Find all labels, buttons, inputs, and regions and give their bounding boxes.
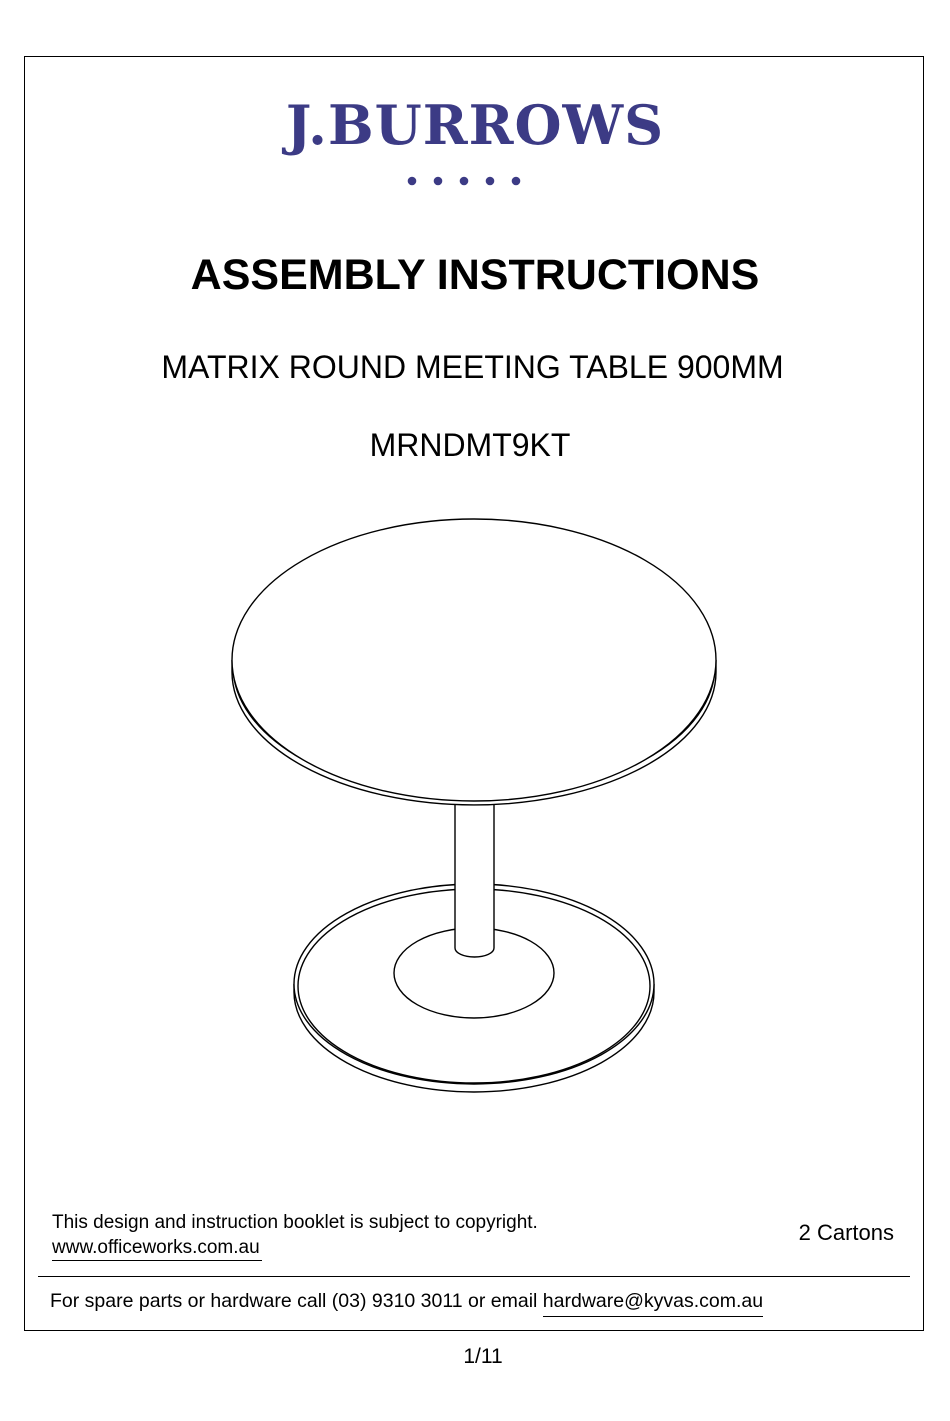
brand-logo: J.BURROWS: [285, 93, 665, 157]
document-title: ASSEMBLY INSTRUCTIONS: [190, 251, 760, 299]
spare-parts-text: For spare parts or hardware call (03) 9310 3011 or email: [50, 1290, 543, 1312]
email-link[interactable]: hardware@kyvas.com.au: [543, 1290, 763, 1317]
spare-parts-contact: [50, 1289, 763, 1313]
page-number: 1/11: [463, 1345, 503, 1368]
website-link[interactable]: www.officeworks.com.au: [52, 1236, 262, 1261]
product-name: MATRIX ROUND MEETING TABLE 900MM: [161, 349, 784, 385]
product-code: MRNDMT9KT: [369, 427, 571, 463]
cartons-count: 2 Cartons: [798, 1220, 894, 1245]
copyright-notice: This design and instruction booklet is subject to copyright.: [52, 1212, 538, 1233]
brand-logo-dots: [0, 172, 950, 192]
round-pedestal-table-icon: [220, 505, 730, 1105]
footer-divider: [38, 1276, 910, 1277]
